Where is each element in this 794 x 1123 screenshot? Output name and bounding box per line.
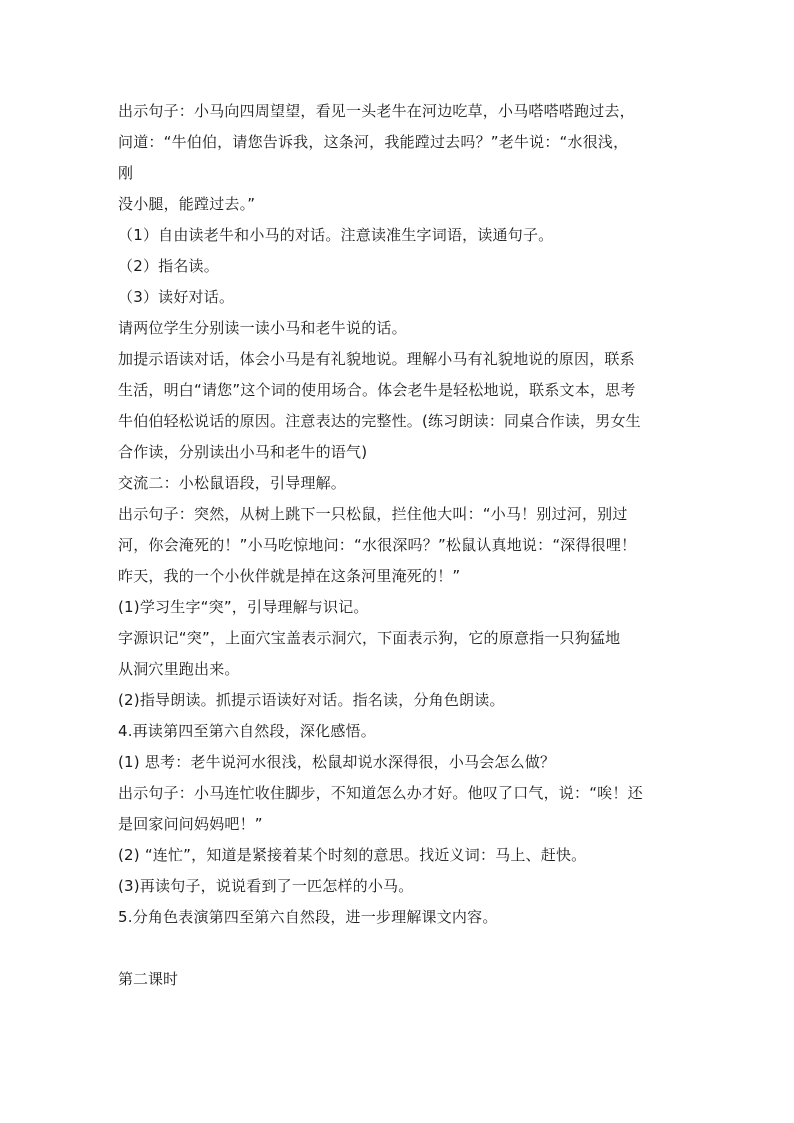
text-line: 出示句子：小马向四周望望，看见一头老牛在河边吃草，小马嗒嗒嗒跑过去，: [118, 102, 635, 120]
text-line: 是回家问问妈妈吧！”: [118, 815, 263, 833]
text-line: 刚: [118, 164, 134, 182]
text-line: 出示句子：突然，从树上跳下一只松鼠，拦住他大叫：“小马！别过河，别过: [118, 505, 628, 523]
text-line: 问道：“牛伯伯，请您告诉我，这条河，我能蹚过去吗？”老牛说：“水很浅，: [118, 133, 629, 151]
text-line: 生活，明白“请您”这个词的使用场合。体会老牛是轻松地说，联系文本，思考: [118, 381, 636, 399]
document-body: [118, 96, 688, 995]
text-line: 4.再读第四至第六自然段，深化感悟。: [118, 722, 376, 740]
text-line: 出示句子：小马连忙收住脚步，不知道怎么办才好。他叹了口气，说：“唉！还: [118, 784, 643, 802]
text-line: (3)再读句子，说说看到了一匹怎样的小马。: [118, 877, 414, 895]
paragraph-gap: [118, 933, 688, 964]
text-line: 交流二：小松鼠语段，引导理解。: [118, 474, 347, 492]
text-line: （3）读好对话。: [118, 288, 235, 306]
text-line: 加提示语读对话，体会小马是有礼貌地说。理解小马有礼貌地说的原因，联系: [118, 350, 635, 368]
text-line: (2)指导朗读。抓提示语读好对话。指名读，分角色朗读。: [118, 691, 505, 709]
text-line: (1)学习生字“突”，引导理解与识记。: [118, 598, 369, 616]
text-line: 请两位学生分别读一读小马和老牛说的话。: [118, 319, 407, 337]
text-line: 从洞穴里跑出来。: [118, 660, 240, 678]
text-line: （1）自由读老牛和小马的对话。注意读准生字词语，读通句子。: [118, 226, 554, 244]
text-line: (2) “连忙”，知道是紧接着某个时刻的意思。找近义词：马上、赶快。: [118, 846, 587, 864]
text-line: 牛伯伯轻松说话的原因。注意表达的完整性。(练习朗读：同桌合作读，男女生: [118, 412, 641, 430]
text-line: 合作读，分别读出小马和老牛的语气): [118, 443, 368, 461]
text-line: 河，你会淹死的！”小马吃惊地问：“水很深吗？”松鼠认真地说：“深得很哩！: [118, 536, 637, 554]
text-line: （2）指名读。: [118, 257, 219, 275]
section-heading: 第二课时: [118, 970, 179, 988]
text-line: 没小腿，能蹚过去。”: [118, 195, 256, 213]
text-line: (1) 思考：老牛说河水很浅，松鼠却说水深得很，小马会怎么做？: [118, 753, 556, 771]
text-line: 字源识记“突”，上面穴宝盖表示洞穴，下面表示狗，它的原意指一只狗猛地: [118, 629, 621, 647]
text-line: 昨天，我的一个小伙伴就是掉在这条河里淹死的！”: [118, 567, 461, 585]
text-line: 5.分角色表演第四至第六自然段，进一步理解课文内容。: [118, 908, 498, 926]
